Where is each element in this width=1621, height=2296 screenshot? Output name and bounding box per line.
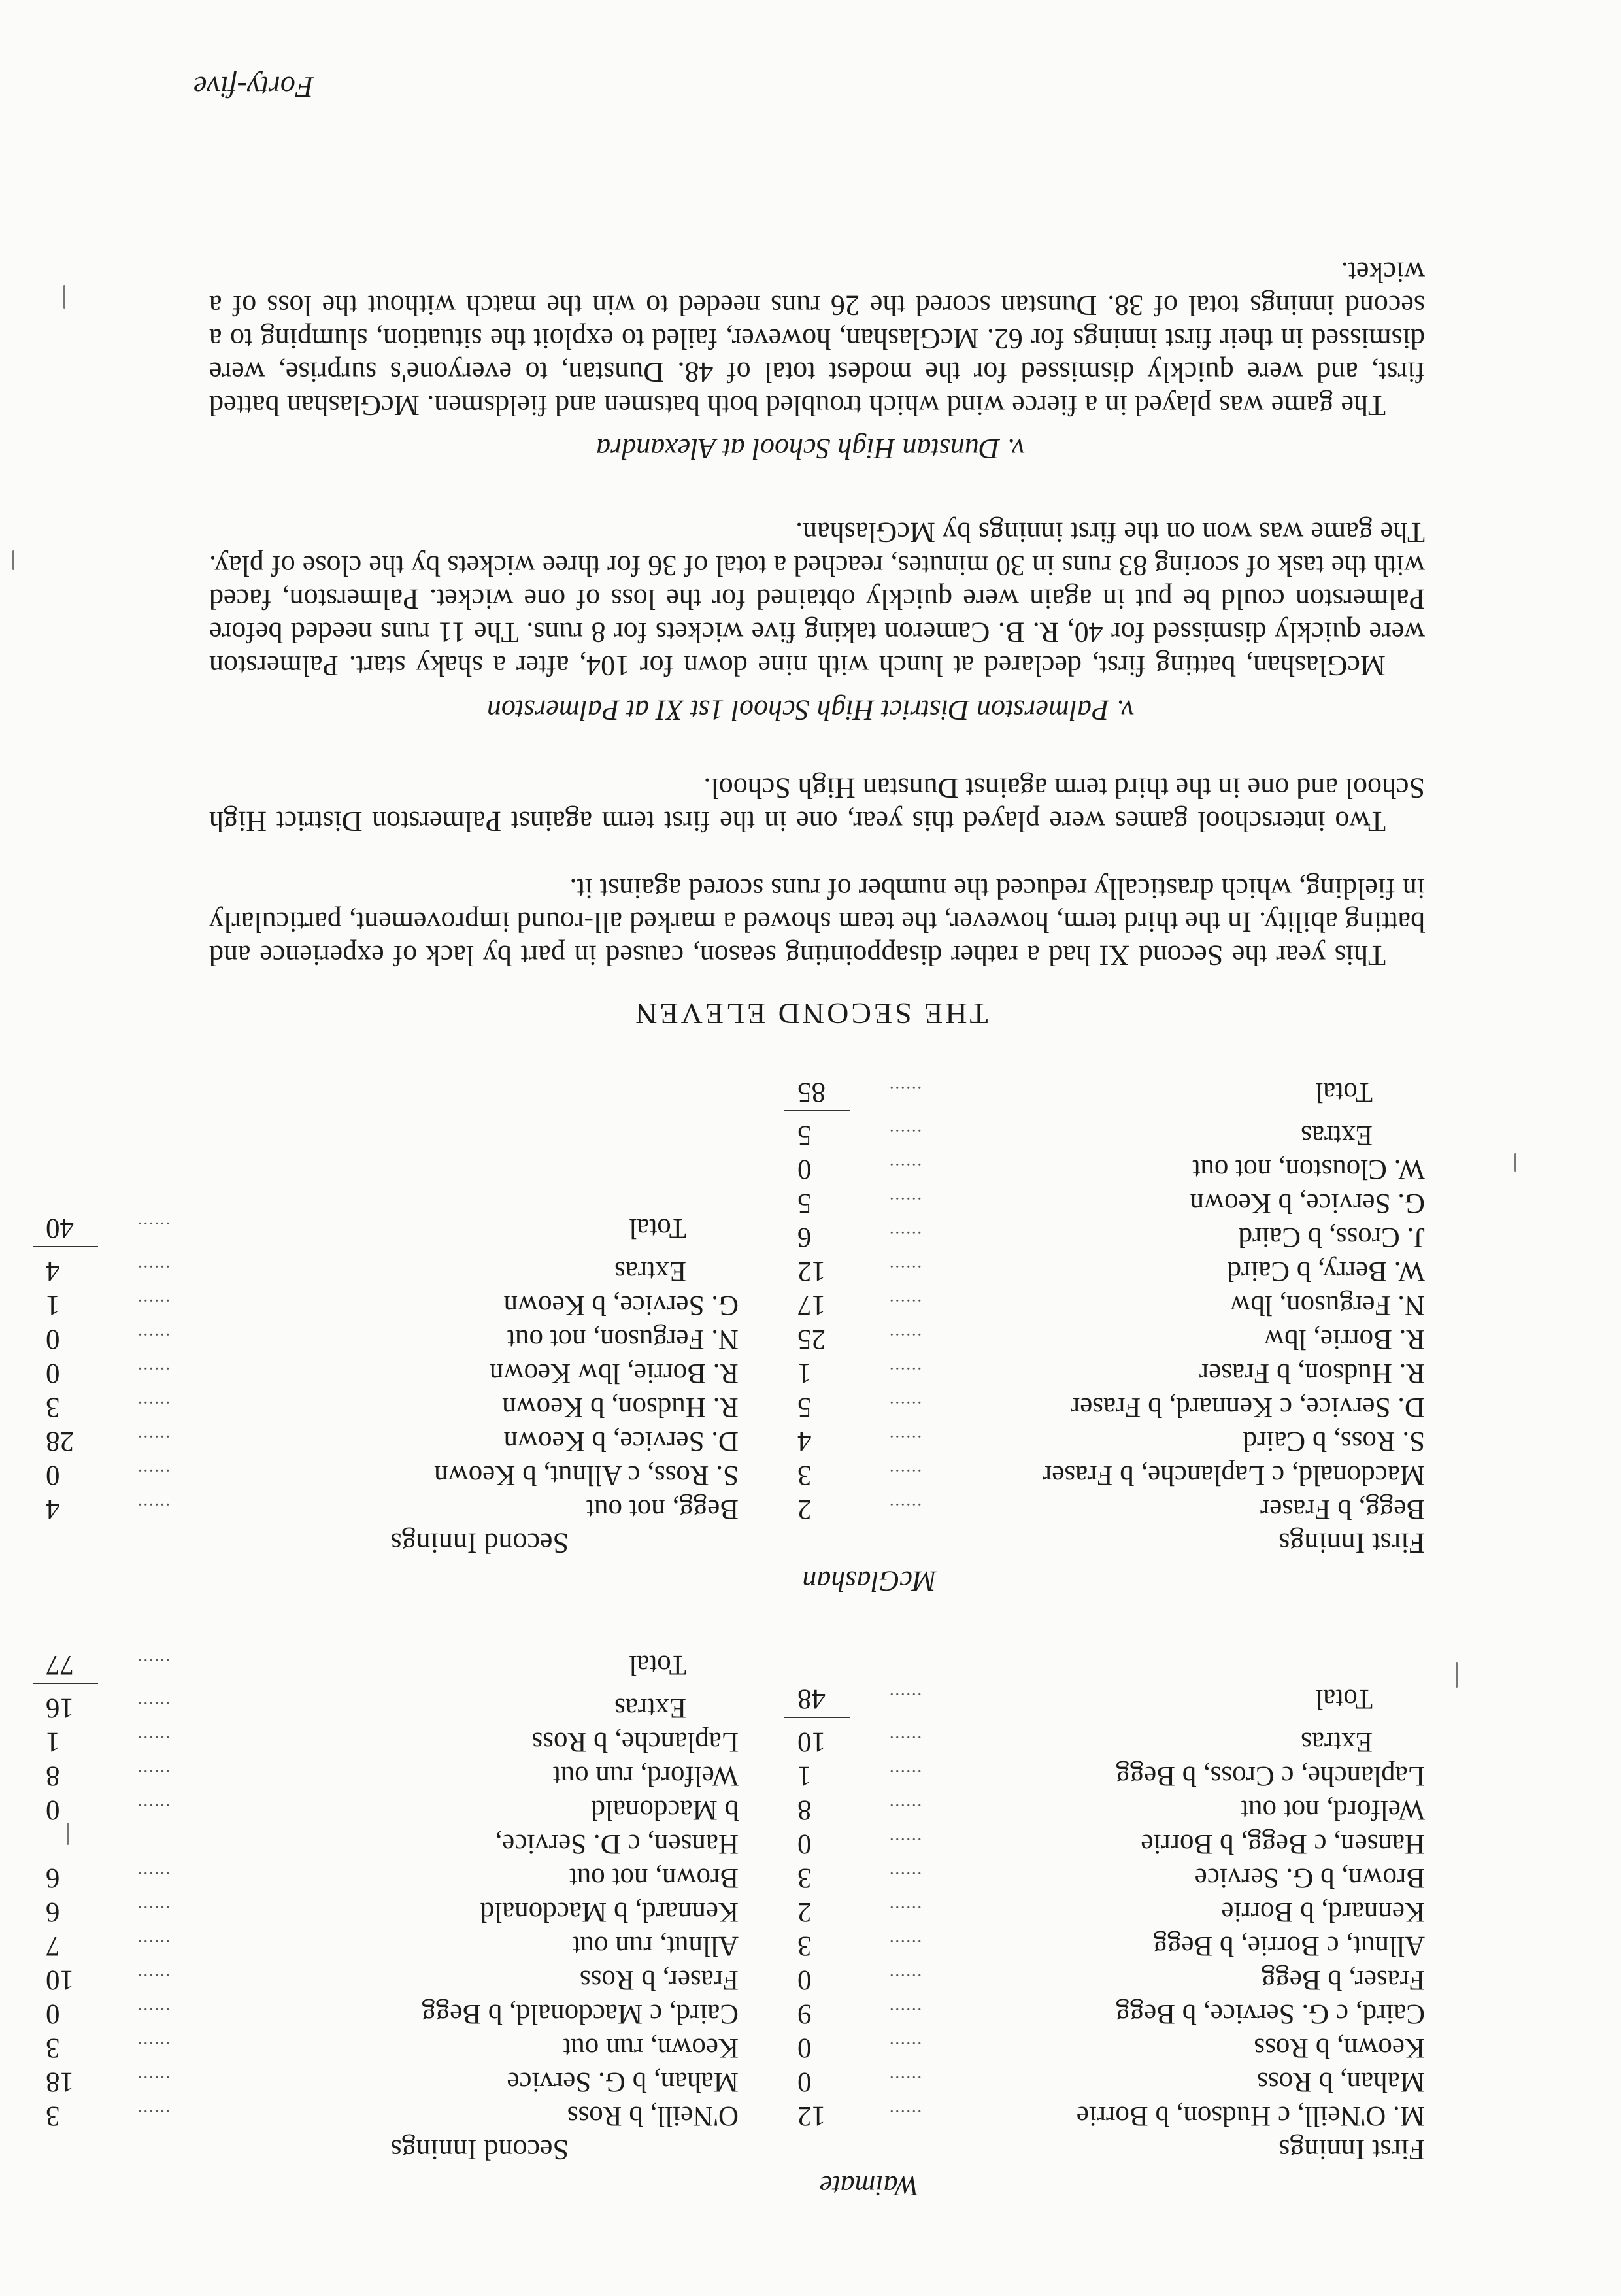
waimate-second-innings-heading: Second Innings <box>390 2134 569 2166</box>
total-rule <box>784 1717 850 1718</box>
dot-leader: ...... <box>888 1083 922 1102</box>
dot-leader: ...... <box>888 1936 922 1955</box>
batsman-row <box>797 1793 1425 1827</box>
runs-value: 0 <box>797 1829 812 1859</box>
dot-leader: ...... <box>888 1432 922 1451</box>
dot-leader: ...... <box>888 1902 922 1921</box>
batsman-name: R. Borrie, lbw Keown <box>490 1358 739 1389</box>
batsman-name: Mahan, b G. Service <box>507 2067 739 2097</box>
runs-value: 4 <box>46 1256 60 1287</box>
batsman-name: Total <box>629 1213 686 1243</box>
scan-speck <box>67 1823 69 1845</box>
batsman-name: Kennard, b Borrie <box>1221 1897 1425 1927</box>
runs-value: 4 <box>46 1494 60 1525</box>
dunstan-match-report: The game was played in a fierce wind which troubled both batsmen and fieldsmen. McGlashan batted first, and were quickly dismissed for the modest total of 48. Dunstan, to everyone's surprise, were dismissed in their first innings for 62. McGlashan, however, failed to exploit the situation, slumping to a second innings total of 38. Dunstan scored the 26 runs needed to win the match without the loss of a wicket. <box>209 256 1425 422</box>
batsman-row <box>797 1322 1425 1356</box>
batsman-name: J. Cross, b Caird <box>1238 1222 1425 1253</box>
batsman-name: D. Service, c Kennard, b Fraser <box>1070 1392 1425 1423</box>
batsman-row <box>46 1288 739 1322</box>
second-eleven-intro: This year the Second XI had a rather disappointing season, caused in part by lack of experience and batting ability. In the third term, however, the team showed a marked all-round improvement, particularly in fielding, which drastically reduced the number of runs scored against it. <box>209 873 1425 971</box>
second-eleven-games: Two interschool games were played this year, one in the first term against Palmerston District High School and one in the third term against Dunstan High School. <box>209 772 1425 837</box>
batsman-name: R. Hudson, b Fraser <box>1199 1358 1425 1389</box>
dot-leader: ...... <box>137 1655 170 1674</box>
scan-speck <box>1514 1153 1516 1172</box>
dot-leader: ...... <box>137 1970 170 1989</box>
dot-leader: ...... <box>888 2004 922 2023</box>
runs-value: 8 <box>46 1761 60 1791</box>
batsman-name: Begg, not out <box>586 1494 739 1525</box>
dot-leader: ...... <box>888 1868 922 1887</box>
extras-row <box>46 1691 739 1725</box>
runs-value: 9 <box>797 1999 812 2029</box>
batsman-row <box>46 2065 739 2099</box>
batsman-name: R. Hudson, b Keown <box>502 1392 739 1423</box>
batsman-row <box>46 1997 739 2031</box>
dot-leader: ...... <box>888 1228 922 1247</box>
runs-value: 0 <box>797 1154 812 1185</box>
runs-value: 3 <box>797 1863 812 1893</box>
waimate-title: Waimate <box>819 2170 920 2202</box>
batsman-row <box>797 1186 1425 1220</box>
batsman-name: Laplanche, b Ross <box>531 1727 739 1757</box>
batsman-name: S. Ross, b Caird <box>1243 1426 1425 1457</box>
runs-value: 7 <box>46 1931 60 1961</box>
scan-speck <box>12 550 14 570</box>
batsman-name: O'Neill, b Ross <box>567 2101 739 2131</box>
total-rule <box>33 1246 98 1247</box>
total-row <box>46 1647 739 1681</box>
batsman-name: N. Ferguson, not out <box>507 1324 739 1355</box>
batsman-row <box>797 1458 1425 1492</box>
batsman-name: Extras <box>1301 1727 1373 1757</box>
dot-leader: ...... <box>888 1732 922 1751</box>
extras-row <box>797 1725 1425 1759</box>
dot-leader: ...... <box>888 1160 922 1179</box>
batsman-row <box>46 1424 739 1458</box>
dot-leader: ...... <box>137 1698 170 1717</box>
batsman-row <box>46 1861 739 1895</box>
batsman-row <box>46 2099 739 2133</box>
batsman-row <box>46 1759 739 1793</box>
batsman-row <box>797 2031 1425 2065</box>
batsman-name: Laplanche, c Cross, b Begg <box>1116 1761 1425 1791</box>
mcglashan-first-innings-heading: First Innings <box>1278 1527 1425 1559</box>
dot-leader: ...... <box>137 2106 170 2125</box>
batsman-name: Total <box>1315 1077 1373 1107</box>
batsman-row <box>46 1895 739 1929</box>
batsman-row <box>797 2065 1425 2099</box>
dot-leader: ...... <box>137 1936 170 1955</box>
runs-value: 5 <box>797 1188 812 1219</box>
batsman-name: Hansen, c Begg, b Borrie <box>1141 1829 1425 1859</box>
dot-leader: ...... <box>137 1330 170 1349</box>
page-number: Forty-five <box>193 71 314 104</box>
batsman-row <box>797 1963 1425 1997</box>
runs-value: 0 <box>46 1999 60 2029</box>
batsman-name: Allnut, c Borrie, b Begg <box>1153 1931 1425 1961</box>
dot-leader: ...... <box>888 1330 922 1349</box>
runs-value: 2 <box>797 1494 812 1525</box>
scan-speck <box>63 285 65 309</box>
dot-leader: ...... <box>888 1689 922 1708</box>
batsman-row <box>797 1152 1425 1186</box>
batsman-name: Caird, c Macdonald, b Begg <box>422 1999 739 2029</box>
batsman-row <box>46 1458 739 1492</box>
batsman-name: Fraser, b Ross <box>579 1965 739 1995</box>
batsman-row <box>797 1288 1425 1322</box>
dot-leader: ...... <box>888 1800 922 1819</box>
runs-value: 3 <box>46 2101 60 2131</box>
batsman-name: Total <box>1315 1683 1373 1714</box>
batsman-name: Begg, b Fraser <box>1260 1494 1425 1525</box>
dot-leader: ...... <box>137 1902 170 1921</box>
dot-leader: ...... <box>137 2004 170 2023</box>
total-rule <box>33 1683 98 1684</box>
batsman-name: Keown, b Ross <box>1254 2033 1425 2063</box>
runs-value: 3 <box>46 1392 60 1423</box>
batsman-row <box>797 2099 1425 2133</box>
batsman-row <box>46 1793 739 1827</box>
batsman-row <box>797 1356 1425 1390</box>
runs-value: 25 <box>797 1324 826 1355</box>
runs-value: 40 <box>46 1213 74 1243</box>
runs-value: 5 <box>797 1392 812 1423</box>
batsman-row <box>797 1827 1425 1861</box>
batsman-row <box>797 1895 1425 1929</box>
dot-leader: ...... <box>137 2038 170 2057</box>
mcglashan-second-innings-heading: Second Innings <box>390 1527 569 1559</box>
runs-value: 85 <box>797 1077 826 1107</box>
dot-leader: ...... <box>888 1364 922 1383</box>
runs-value: 3 <box>797 1931 812 1961</box>
dot-leader: ...... <box>137 1800 170 1819</box>
batsman-name: Total <box>629 1649 686 1680</box>
batsman-row <box>46 1492 739 1526</box>
dot-leader: ...... <box>888 2106 922 2125</box>
scan-speck <box>1456 1662 1458 1688</box>
batsman-row <box>797 1254 1425 1288</box>
runs-value: 4 <box>797 1426 812 1457</box>
total-row <box>46 1211 739 1245</box>
batsman-row <box>797 1997 1425 2031</box>
runs-value: 0 <box>797 1965 812 1995</box>
batsman-row <box>46 1356 739 1390</box>
batsman-name: W. Berry, b Caird <box>1227 1256 1425 1287</box>
dot-leader: ...... <box>888 1126 922 1145</box>
dot-leader: ...... <box>888 2072 922 2091</box>
runs-value: 1 <box>797 1761 812 1791</box>
batsman-name: b Macdonald <box>591 1795 739 1825</box>
runs-value: 16 <box>46 1693 74 1723</box>
dunstan-match-title: v. Dunstan High School at Alexandra <box>596 433 1025 465</box>
palmerston-match-report: McGlashan, batting first, declared at lunch with nine down for 104, after a shaky start. Palmerston were quickly dismissed for 40, R. B. Cameron taking five wickets for 8 runs. The 11 runs needed before Palmerston could be put in again were quickly obtained for the loss of one wicket. Palmerston, faced with the task of scoring 83 runs in 30 minutes, reached a total of 36 for three wickets by the close of play. The game was won on the first innings by McGlashan. <box>209 516 1425 682</box>
runs-value: 0 <box>797 2033 812 2063</box>
dot-leader: ...... <box>137 1296 170 1315</box>
runs-value: 17 <box>797 1290 826 1321</box>
runs-value: 6 <box>46 1863 60 1893</box>
runs-value: 10 <box>46 1965 74 1995</box>
batsman-row <box>46 1322 739 1356</box>
dot-leader: ...... <box>137 1364 170 1383</box>
runs-value: 3 <box>46 2033 60 2063</box>
batsman-name: Keown, run out <box>563 2033 739 2063</box>
mcglashan-title: McGlashan <box>802 1565 937 1597</box>
batsman-name: Brown, b G. Service <box>1194 1863 1425 1893</box>
runs-value: 1 <box>797 1358 812 1389</box>
batsman-row <box>46 1725 739 1759</box>
dot-leader: ...... <box>137 1219 170 1238</box>
batsman-name: S. Ross, c Allnut, b Keown <box>434 1460 739 1491</box>
runs-value: 6 <box>797 1222 812 1253</box>
batsman-row <box>797 1861 1425 1895</box>
batsman-row <box>46 1827 739 1861</box>
total-row <box>797 1075 1425 1109</box>
batsman-name: Fraser, b Begg <box>1261 1965 1425 1995</box>
dot-leader: ...... <box>137 2072 170 2091</box>
dot-leader: ...... <box>888 1466 922 1485</box>
runs-value: 0 <box>797 2067 812 2097</box>
runs-value: 48 <box>797 1683 826 1714</box>
batsman-name: D. Service, b Keown <box>503 1426 739 1457</box>
batsman-name: Mahan, b Ross <box>1257 2067 1425 2097</box>
batsman-row <box>797 1220 1425 1254</box>
batsman-name: Welford, run out <box>552 1761 739 1791</box>
dot-leader: ...... <box>888 1766 922 1785</box>
runs-value: 12 <box>797 1256 826 1287</box>
extras-row <box>797 1118 1425 1152</box>
runs-value: 0 <box>46 1324 60 1355</box>
batsman-name: Welford, not out <box>1241 1795 1425 1825</box>
batsman-name: M. O'Neill, c Hudson, b Borrie <box>1076 2101 1425 2131</box>
extras-row <box>46 1254 739 1288</box>
total-rule <box>784 1110 850 1111</box>
batsman-row <box>797 1759 1425 1793</box>
runs-value: 0 <box>46 1460 60 1491</box>
dot-leader: ...... <box>888 1500 922 1519</box>
dot-leader: ...... <box>137 1262 170 1281</box>
batsman-name: R. Borrie, lbw <box>1263 1324 1425 1355</box>
batsman-name: W. Clouston, not out <box>1192 1154 1425 1185</box>
dot-leader: ...... <box>888 1970 922 1989</box>
runs-value: 5 <box>797 1120 812 1151</box>
total-row <box>797 1681 1425 1715</box>
runs-value: 2 <box>797 1897 812 1927</box>
dot-leader: ...... <box>888 1194 922 1213</box>
runs-value: 3 <box>797 1460 812 1491</box>
dot-leader: ...... <box>888 2038 922 2057</box>
runs-value: 0 <box>46 1795 60 1825</box>
batsman-row <box>797 1492 1425 1526</box>
batsman-row <box>46 1929 739 1963</box>
runs-value: 1 <box>46 1290 60 1321</box>
dot-leader: ...... <box>137 1432 170 1451</box>
batsman-name: Hansen, c D. Service, <box>495 1829 739 1859</box>
runs-value: 77 <box>46 1649 74 1680</box>
runs-value: 28 <box>46 1426 74 1457</box>
runs-value: 0 <box>46 1358 60 1389</box>
batsman-row <box>46 2031 739 2065</box>
batsman-name: G. Service, b Keown <box>503 1290 739 1321</box>
batsman-name: Macdonald, c Laplanche, b Fraser <box>1042 1460 1425 1491</box>
batsman-row <box>797 1390 1425 1424</box>
batsman-name: Extras <box>614 1256 686 1287</box>
dot-leader: ...... <box>137 1500 170 1519</box>
runs-value: 18 <box>46 2067 74 2097</box>
batsman-name: Extras <box>1301 1120 1373 1151</box>
palmerston-match-title: v. Palmerston District High School 1st XI at Palmerston <box>486 694 1135 726</box>
runs-value: 10 <box>797 1727 826 1757</box>
dot-leader: ...... <box>888 1262 922 1281</box>
dot-leader: ...... <box>137 1398 170 1417</box>
batsman-row <box>46 1963 739 1997</box>
batsman-name: Allnut, run out <box>572 1931 739 1961</box>
dot-leader: ...... <box>137 1466 170 1485</box>
runs-value: 6 <box>46 1897 60 1927</box>
waimate-first-innings-heading: First Innings <box>1278 2134 1425 2166</box>
batsman-row <box>797 1424 1425 1458</box>
batsman-row <box>797 1929 1425 1963</box>
batsman-name: Extras <box>614 1693 686 1723</box>
batsman-row <box>46 1390 739 1424</box>
dot-leader: ...... <box>888 1296 922 1315</box>
dot-leader: ...... <box>888 1398 922 1417</box>
dot-leader: ...... <box>137 1868 170 1887</box>
dot-leader: ...... <box>137 1766 170 1785</box>
batsman-name: N. Ferguson, lbw <box>1230 1290 1425 1321</box>
second-eleven-heading: THE SECOND ELEVEN <box>633 997 988 1030</box>
batsman-name: Kennard, b Macdonald <box>480 1897 739 1927</box>
runs-value: 1 <box>46 1727 60 1757</box>
batsman-name: Brown, not out <box>569 1863 739 1893</box>
dot-leader: ...... <box>137 1732 170 1751</box>
batsman-name: G. Service, b Keown <box>1190 1188 1425 1219</box>
dot-leader: ...... <box>888 1834 922 1853</box>
batsman-name: Caird, c G. Service, b Begg <box>1116 1999 1425 2029</box>
runs-value: 12 <box>797 2101 826 2131</box>
runs-value: 8 <box>797 1795 812 1825</box>
